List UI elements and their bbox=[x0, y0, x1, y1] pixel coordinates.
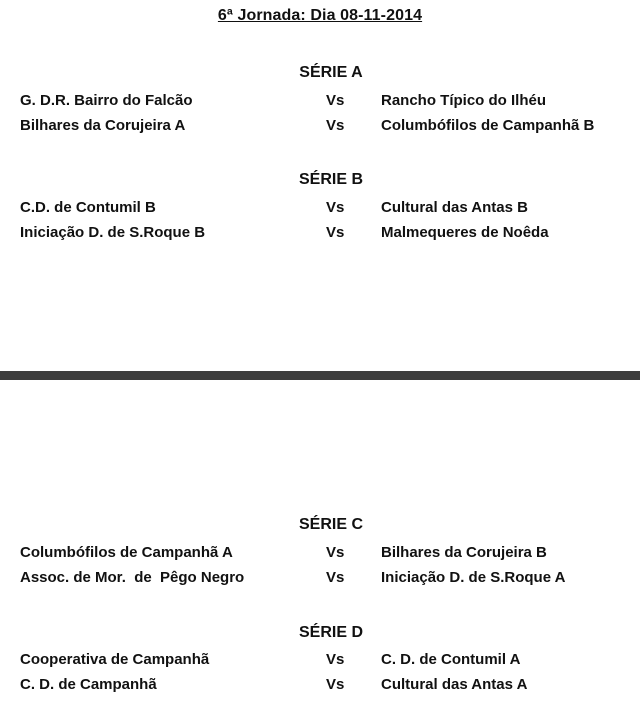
away-team: Cultural das Antas A bbox=[381, 676, 528, 693]
away-team: Iniciação D. de S.Roque A bbox=[381, 569, 566, 586]
match-row bbox=[0, 542, 640, 564]
home-team: Iniciação D. de S.Roque B bbox=[20, 224, 206, 241]
match-row bbox=[0, 649, 640, 671]
page-title: 6ª Jornada: Dia 08-11-2014 bbox=[217, 7, 423, 24]
series-d-heading: SÉRIE D bbox=[298, 624, 363, 641]
versus-label: Vs bbox=[326, 544, 345, 561]
home-team: Assoc. de Mor. de Pêgo Negro bbox=[20, 569, 245, 586]
away-team: Rancho Típico do Ilhéu bbox=[381, 92, 546, 109]
home-team: Columbófilos de Campanhã A bbox=[20, 544, 233, 561]
away-team: Bilhares da Corujeira B bbox=[381, 544, 547, 561]
series-a-heading: SÉRIE A bbox=[299, 64, 363, 81]
versus-label: Vs bbox=[326, 117, 345, 134]
section-divider bbox=[0, 371, 640, 380]
series-b-heading: SÉRIE B bbox=[298, 171, 363, 188]
versus-label: Vs bbox=[326, 224, 345, 241]
home-team: C. D. de Campanhã bbox=[20, 676, 157, 693]
away-team: Malmequeres de Noêda bbox=[381, 224, 549, 241]
away-team: Columbófilos de Campanhã B bbox=[381, 117, 595, 134]
match-row bbox=[0, 90, 640, 112]
match-row bbox=[0, 222, 640, 244]
match-row bbox=[0, 674, 640, 696]
versus-label: Vs bbox=[326, 92, 345, 109]
match-row bbox=[0, 567, 640, 589]
series-c-heading: SÉRIE C bbox=[298, 516, 363, 533]
home-team: Bilhares da Corujeira A bbox=[20, 117, 186, 134]
versus-label: Vs bbox=[326, 199, 345, 216]
versus-label: Vs bbox=[326, 569, 345, 586]
match-row bbox=[0, 197, 640, 219]
away-team: C. D. de Contumil A bbox=[381, 651, 521, 668]
away-team: Cultural das Antas B bbox=[381, 199, 528, 216]
versus-label: Vs bbox=[326, 651, 345, 668]
home-team: G. D.R. Bairro do Falcão bbox=[20, 92, 193, 109]
home-team: C.D. de Contumil B bbox=[20, 199, 156, 216]
home-team: Cooperativa de Campanhã bbox=[20, 651, 210, 668]
match-row bbox=[0, 115, 640, 137]
versus-label: Vs bbox=[326, 676, 345, 693]
